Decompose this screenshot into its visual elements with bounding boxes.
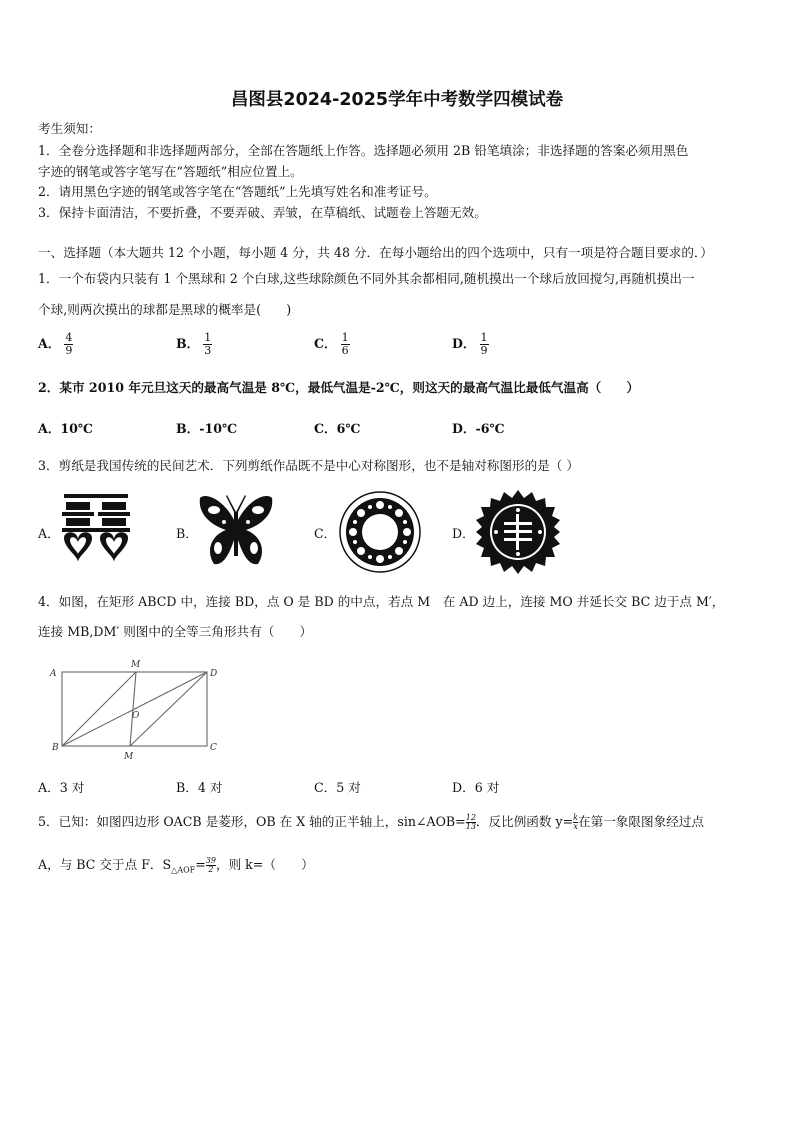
q4-option-d[interactable]: D．6 对 [452, 780, 500, 795]
k-over-x-fraction: $\frac{k}{x}$ [573, 813, 579, 831]
notice-line-3: 3．保持卡面清洁，不要折叠，不要弄破、弄皱，在草稿纸、试题卷上答题无效。 [38, 205, 487, 220]
question-5-line-2: A，与 BC 交于点 F．$S_{\triangle AOF}=$ $\frac{39}{2}$ ，则 k=（ ） [38, 856, 314, 875]
q3-option-a-label[interactable]: A． [38, 526, 60, 541]
floral-ring-papercut-icon [338, 490, 422, 578]
q2-option-c[interactable]: C．6℃ [314, 421, 361, 436]
q1-option-c[interactable]: C． $\frac{1}{6}$ [314, 331, 349, 357]
butterfly-papercut-icon [196, 490, 276, 576]
notice-line-1: 1．全卷分选择题和非选择题两部分，全部在答题纸上作答。选择题必须用 2B 铅笔填涂；非选择题的答案必须用黑色 [38, 143, 689, 158]
fraction: $\frac{1}{3}$ [204, 331, 212, 357]
question-1-line-1: 1．一个布袋内只装有 1 个黑球和 2 个白球,这些球除颜色不同外其余都相同,随机摸出一个球后放回搅匀,再随机摸出一 [38, 271, 695, 286]
vertex-label-a: A [50, 669, 57, 679]
q2-option-d[interactable]: D．-6℃ [452, 421, 505, 436]
q4-option-c[interactable]: C．5 对 [314, 780, 361, 795]
point-label-o: O [132, 711, 140, 721]
fraction: $\frac{4}{9}$ [65, 331, 73, 357]
vertex-label-b: B [52, 743, 59, 753]
notice-line-1b: 字迹的钢笔或答字笔写在“答题纸”相应位置上。 [38, 164, 303, 179]
section-heading: 一、选择题（本大题共 12 个小题，每小题 4 分，共 48 分．在每小题给出的四个选项中，只有一项是符合题目要求的．） [38, 245, 713, 260]
double-happiness-papercut-icon [60, 490, 132, 576]
sin-fraction: $\frac{12}{13}$ [465, 813, 476, 831]
q3-option-d-label[interactable]: D． [452, 526, 475, 541]
fraction: $\frac{1}{9}$ [480, 331, 488, 357]
page-title: 昌图县2024-2025学年中考数学四模试卷 [230, 90, 564, 110]
vertex-label-d: D [210, 669, 218, 679]
q4-option-a[interactable]: A．3 对 [38, 780, 85, 795]
fraction: $\frac{1}{6}$ [341, 331, 349, 357]
vertex-label-c: C [210, 743, 217, 753]
question-4-line-1: 4．如图，在矩形 ABCD 中，连接 BD，点 O 是 BD 的中点，若点 M 在 AD 边上，连接 MO 并延长交 BC 边于点 M′， [38, 594, 725, 609]
q1-option-d[interactable]: D． $\frac{1}{9}$ [452, 331, 488, 357]
vertex-label-m: M [131, 660, 141, 670]
round-medallion-papercut-icon [474, 488, 562, 580]
q3-option-b-label[interactable]: B． [176, 526, 198, 541]
question-3: 3．剪纸是我国传统的民间艺术．下列剪纸作品既不是中心对称图形，也不是轴对称图形的是（ ） [38, 458, 579, 473]
area-fraction: $\frac{39}{2}$ [205, 856, 216, 874]
notice-heading: 考生须知： [38, 121, 101, 136]
q2-option-a[interactable]: A．10℃ [38, 421, 93, 436]
question-2: 2．某市 2010 年元旦这天的最高气温是 8℃，最低气温是-2℃，则这天的最高气温比最低气温高（ ） [38, 380, 640, 395]
q3-option-c-label[interactable]: C． [314, 526, 337, 541]
question-1-line-2: 个球,则两次摸出的球都是黑球的概率是( ) [38, 302, 292, 317]
question-4-line-2: 连接 MB,DM′ 则图中的全等三角形共有（ ） [38, 624, 313, 639]
q2-option-b[interactable]: B．-10℃ [176, 421, 238, 436]
question-5-line-1: 5．已知：如图四边形 OACB 是菱形，OB 在 X 轴的正半轴上，sin∠AOB= $\frac{12}{13}$ ．反比例函数 y= $\frac{k}{x}$ 在第一象限图象经过点 [38, 813, 704, 831]
point-label-m-prime: M [124, 752, 134, 762]
q4-option-b[interactable]: B．4 对 [176, 780, 223, 795]
notice-line-2: 2．请用黑色字迹的钢笔或答字笔在“答题纸”上先填写姓名和准考证号。 [38, 184, 437, 199]
q1-option-b[interactable]: B． $\frac{1}{3}$ [176, 331, 212, 357]
rectangle-figure [44, 654, 224, 770]
q1-option-a[interactable]: A． $\frac{4}{9}$ [38, 331, 73, 357]
